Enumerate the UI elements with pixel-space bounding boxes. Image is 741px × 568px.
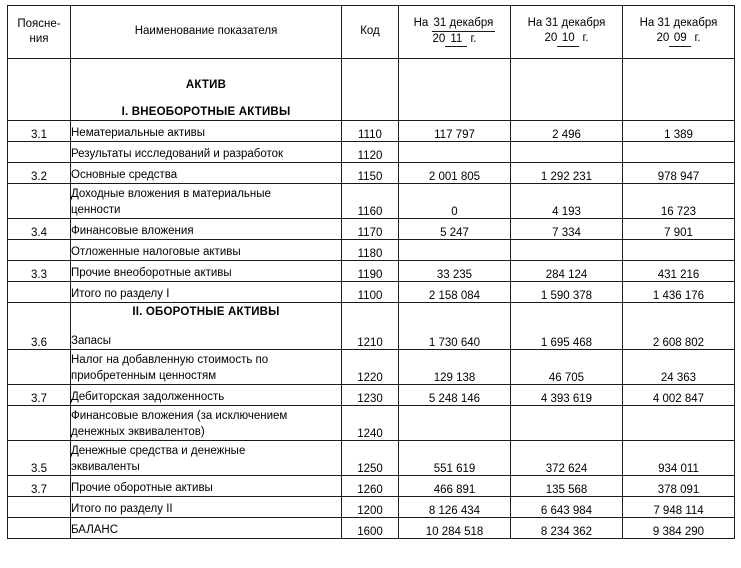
row-value-2009: 378 091 xyxy=(623,476,735,497)
section-title-current: II. ОБОРОТНЫЕ АКТИВЫ xyxy=(132,306,280,319)
header-cell-name: Наименование показателя xyxy=(71,6,342,59)
row-note: 3.7 xyxy=(8,385,71,406)
table-row xyxy=(8,121,735,142)
row-value-2009 xyxy=(623,142,735,163)
header-date-line2-2010 xyxy=(511,32,622,47)
balance-sheet-table xyxy=(7,5,735,539)
row-name: Основные средства xyxy=(71,163,342,184)
row-value-2009: 978 947 xyxy=(623,163,735,184)
row-name-line1: Налог на добавленную стоимость по xyxy=(71,354,269,367)
row-value-2010: 4 193 xyxy=(511,184,623,219)
row-name: Нематериальные активы xyxy=(71,121,342,142)
table-row xyxy=(8,142,735,163)
row-value-2011: 5 247 xyxy=(399,219,511,240)
row-name xyxy=(71,184,342,219)
row-value-2011: 129 138 xyxy=(399,350,511,385)
header-date-line1-2010 xyxy=(511,17,622,31)
row-name-line1: Доходные вложения в материальные xyxy=(71,188,271,201)
section-value-blank-assets-2010 xyxy=(511,59,623,121)
row-value-2011: 10 284 518 xyxy=(399,518,511,539)
header-date-line1-2011 xyxy=(399,17,510,32)
section-header-row-assets xyxy=(8,59,735,121)
section-value-blank-assets-2011 xyxy=(399,59,511,121)
header-cell-code: Код xyxy=(342,6,399,59)
row-value-2009: 24 363 xyxy=(623,350,735,385)
row-note xyxy=(8,240,71,261)
row-value-2010: 8 234 362 xyxy=(511,518,623,539)
row-value-2010: 1 292 231 xyxy=(511,163,623,184)
row-name-text: Запасы xyxy=(71,334,111,347)
row-name-line1: Финансовые вложения (за исключением xyxy=(71,410,288,423)
row-value-2009 xyxy=(623,240,735,261)
row-value-2011: 466 891 xyxy=(399,476,511,497)
row-note: 3.3 xyxy=(8,261,71,282)
table-row xyxy=(8,219,735,240)
row-note xyxy=(8,518,71,539)
row-value-2010: 1 695 468 xyxy=(511,303,623,350)
row-name-line2: эквиваленты xyxy=(71,460,140,473)
row-name-line2: денежных эквивалентов) xyxy=(71,425,205,438)
row-value-2009: 4 002 847 xyxy=(623,385,735,406)
header-note-line2: ния xyxy=(29,32,49,45)
row-code: 1180 xyxy=(342,240,399,261)
row-name-line2: приобретенным ценностям xyxy=(71,369,217,382)
row-value-2009: 1 436 176 xyxy=(623,282,735,303)
row-value-2011: 117 797 xyxy=(399,121,511,142)
row-name: Итого по разделу I xyxy=(71,282,342,303)
header-date-year-2011: 11 xyxy=(445,33,467,48)
row-code: 1160 xyxy=(342,184,399,219)
header-note-line1: Поясне- xyxy=(17,17,61,30)
table-row xyxy=(8,261,735,282)
row-code: 1210 xyxy=(342,303,399,350)
row-value-2010: 46 705 xyxy=(511,350,623,385)
header-date-year-2010: 10 xyxy=(557,32,579,47)
row-value-2011 xyxy=(399,406,511,441)
row-note xyxy=(8,282,71,303)
section-note-blank-assets xyxy=(8,59,71,121)
table-row xyxy=(8,385,735,406)
table-row xyxy=(8,441,735,476)
row-name: Прочие оборотные активы xyxy=(71,476,342,497)
section-title-asset: АКТИВ xyxy=(185,79,227,92)
row-value-2011 xyxy=(399,142,511,163)
header-date-day-2010: 31 декабря xyxy=(545,17,606,30)
table-row xyxy=(8,163,735,184)
row-value-2010: 7 334 xyxy=(511,219,623,240)
row-value-2011: 0 xyxy=(399,184,511,219)
header-cell-date-2009 xyxy=(623,6,735,59)
row-name xyxy=(71,350,342,385)
row-note: 3.4 xyxy=(8,219,71,240)
header-cell-date-2010 xyxy=(511,6,623,59)
row-value-2011 xyxy=(399,240,511,261)
row-note xyxy=(8,406,71,441)
row-code: 1600 xyxy=(342,518,399,539)
row-code: 1170 xyxy=(342,219,399,240)
row-note: 3.6 xyxy=(8,303,71,350)
row-code: 1100 xyxy=(342,282,399,303)
row-value-2011: 2 001 805 xyxy=(399,163,511,184)
header-date-prefix-2009: На xyxy=(639,17,655,30)
row-code: 1260 xyxy=(342,476,399,497)
row-value-2009: 2 608 802 xyxy=(623,303,735,350)
header-date-line2-2009 xyxy=(623,32,734,47)
row-code: 1120 xyxy=(342,142,399,163)
row-value-2010: 284 124 xyxy=(511,261,623,282)
table-row-total-section2 xyxy=(8,497,735,518)
row-value-2009: 16 723 xyxy=(623,184,735,219)
row-name xyxy=(71,441,342,476)
header-date-suffix-2011: г. xyxy=(470,32,477,45)
row-value-2009: 7 901 xyxy=(623,219,735,240)
row-name: Итого по разделу II xyxy=(71,497,342,518)
row-name: Отложенные налоговые активы xyxy=(71,240,342,261)
header-date-century-2010: 20 xyxy=(544,32,558,44)
row-name: Результаты исследований и разработок xyxy=(71,142,342,163)
row-value-2011: 2 158 084 xyxy=(399,282,511,303)
row-name: Дебиторская задолженность xyxy=(71,385,342,406)
row-name: Прочие внеоборотные активы xyxy=(71,261,342,282)
header-cell-note xyxy=(8,6,71,59)
row-value-2011: 33 235 xyxy=(399,261,511,282)
header-date-prefix-2011: На xyxy=(413,16,429,29)
header-date-suffix-2009: г. xyxy=(694,32,701,44)
row-note xyxy=(8,350,71,385)
header-date-line2-2011 xyxy=(399,33,510,48)
table-row-total-section1 xyxy=(8,282,735,303)
row-note: 3.5 xyxy=(8,441,71,476)
row-code: 1190 xyxy=(342,261,399,282)
row-note xyxy=(8,142,71,163)
row-name: БАЛАНС xyxy=(71,518,342,539)
table-row xyxy=(8,406,735,441)
row-value-2009: 431 216 xyxy=(623,261,735,282)
header-date-year-2009: 09 xyxy=(669,32,691,47)
row-value-2009: 7 948 114 xyxy=(623,497,735,518)
row-name: Финансовые вложения xyxy=(71,219,342,240)
row-value-2011: 1 730 640 xyxy=(399,303,511,350)
row-code: 1220 xyxy=(342,350,399,385)
row-value-2011: 551 619 xyxy=(399,441,511,476)
row-code: 1230 xyxy=(342,385,399,406)
row-note: 3.2 xyxy=(8,163,71,184)
section-title-cell-assets xyxy=(71,59,342,121)
row-value-2010: 1 590 378 xyxy=(511,282,623,303)
row-name xyxy=(71,406,342,441)
header-date-day-2009: 31 декабря xyxy=(657,17,718,30)
table-header-row xyxy=(8,6,735,59)
table-row xyxy=(8,240,735,261)
header-date-prefix-2010: На xyxy=(527,17,543,30)
table-row xyxy=(8,350,735,385)
row-value-2010: 2 496 xyxy=(511,121,623,142)
row-note xyxy=(8,184,71,219)
header-date-century-2011: 20 xyxy=(432,32,446,45)
row-code: 1250 xyxy=(342,441,399,476)
row-value-2009: 9 384 290 xyxy=(623,518,735,539)
row-name-line1: Денежные средства и денежные xyxy=(71,445,246,458)
table-row-section2-inventory xyxy=(8,303,735,350)
row-name xyxy=(71,303,342,350)
row-value-2010: 4 393 619 xyxy=(511,385,623,406)
header-date-day-2011: 31 декабря xyxy=(432,17,496,32)
row-note: 3.7 xyxy=(8,476,71,497)
row-code: 1200 xyxy=(342,497,399,518)
header-date-suffix-2010: г. xyxy=(582,32,589,44)
row-value-2010: 135 568 xyxy=(511,476,623,497)
header-date-century-2009: 20 xyxy=(656,32,670,44)
row-value-2010: 372 624 xyxy=(511,441,623,476)
section-code-blank-assets xyxy=(342,59,399,121)
header-date-line1-2009 xyxy=(623,17,734,31)
row-value-2010 xyxy=(511,142,623,163)
row-value-2009: 934 011 xyxy=(623,441,735,476)
row-code: 1110 xyxy=(342,121,399,142)
section-title-noncurrent: I. ВНЕОБОРОТНЫЕ АКТИВЫ xyxy=(121,105,291,118)
row-code: 1240 xyxy=(342,406,399,441)
row-value-2010 xyxy=(511,406,623,441)
table-row xyxy=(8,184,735,219)
row-value-2009 xyxy=(623,406,735,441)
section-value-blank-assets-2009 xyxy=(623,59,735,121)
row-name-line2: ценности xyxy=(71,203,121,216)
row-value-2009: 1 389 xyxy=(623,121,735,142)
row-value-2011: 8 126 434 xyxy=(399,497,511,518)
row-value-2010 xyxy=(511,240,623,261)
table-row-balance-total xyxy=(8,518,735,539)
row-note xyxy=(8,497,71,518)
row-value-2010: 6 643 984 xyxy=(511,497,623,518)
header-cell-date-2011 xyxy=(399,6,511,59)
table-row xyxy=(8,476,735,497)
row-code: 1150 xyxy=(342,163,399,184)
row-value-2011: 5 248 146 xyxy=(399,385,511,406)
row-note: 3.1 xyxy=(8,121,71,142)
